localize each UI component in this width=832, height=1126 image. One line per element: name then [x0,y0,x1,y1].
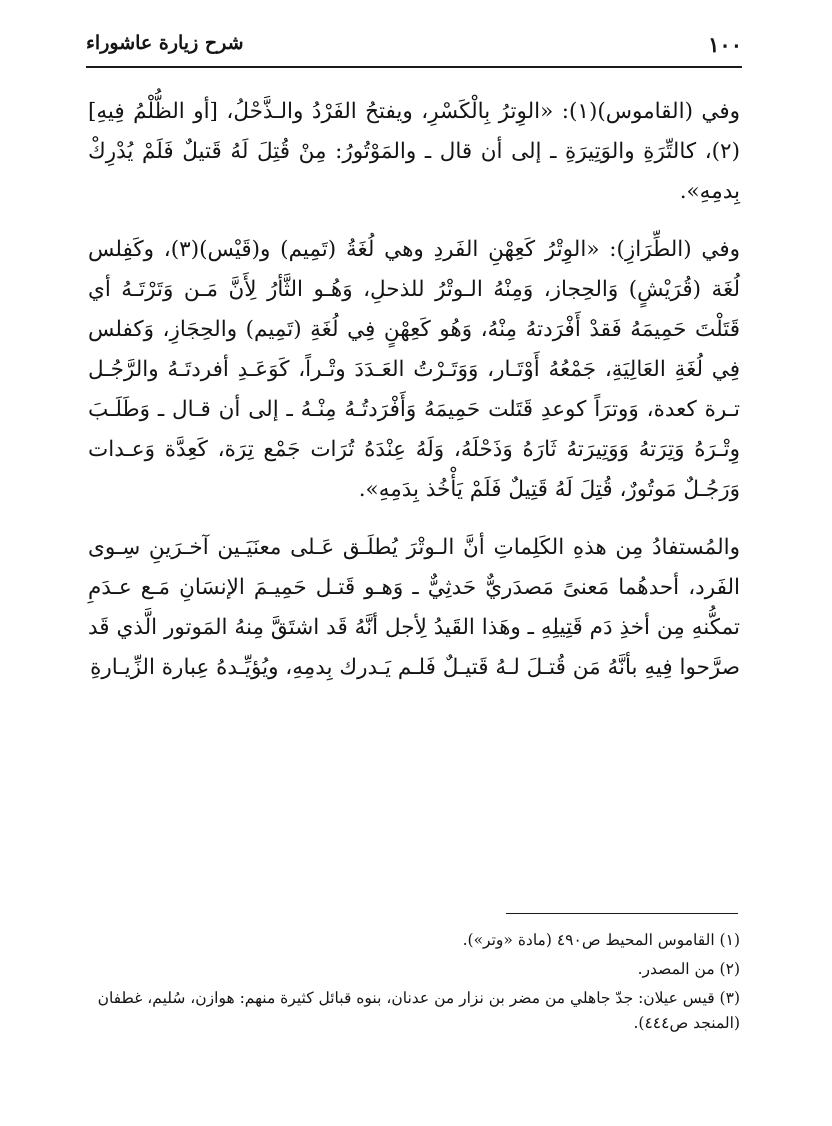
main-text [88,92,740,706]
footnote-2: (٢) من المصدر. [637,960,740,978]
footnote-3: (٣) قيس عيلان: جدّ جاهلي من مضر بن نزار من عدنان، بنوه قبائل كثيرة منهم: هوازن، سُليم، غطفان (المنجد ص٤٤٤). [97,989,740,1032]
page-header [86,30,742,64]
running-title: شرح زيارة عاشوراء [86,32,244,54]
page-number: ١٠٠ [708,32,742,57]
paragraph-qamus: وفي (القاموس)(١): «الوِترُ بِالْكَسْرِ، ويفتحُ الفَرْدُ والـذَّحْلُ، [أو الظُّلْمُ فِيهِ](٢)، كالتِّرَةِ والوَتِيرَةِ ـ إلى أن قال ـ والمَوْتُورُ: مِنْ قُتِلَ لَهُ قَتيلٌ فَلَمْ يُدْرِكْ بِدمِهِ». [88,99,740,204]
paragraph-conclusion: والمُستفادُ مِن هذهِ الكَلِماتِ أنَّ الـوتْرَ يُطلَـق عَـلى معنَيَـين آخـرَينِ سِـوى الفَرد، أحدهُما مَعنىً مَصدَريٌّ حَدثِيٌّ ـ وَهـو قَتـل حَمِيـمَ الإنسَانِ مَـع عـدَمِ تمكُّنهِ مِن أخذِ دَم قَتِيلِهِ ـ وهَذا القَيدُ لِأجل أنَّهُ قَد اشتَقَّ مِنهُ المَوتور الَّذي قَد صرَّحوا فِيهِ بأنَّهُ مَن قُتـلَ لـهُ قَتيـلٌ فَلـم يَـدرك بِدمِهِ، ويُؤيِّـدهُ عِبارة الزِّيـارةِ [88,535,740,680]
paragraph-tiraz: وفي (الطِّرَازِ): «الوِتْرُ كَعِهْنِ الفَردِ وهي لُغَةُ (تَمِيم) و(قَيْس)(٣)، وكَفِلس لُغَة (قُرَيْشٍ) وَالحِجاز، وَمِنْهُ الـوتْرُ للذحلِ، وَهُـو الثَّأرُ لِأَنَّ مَـن وَتَرْتَـهُ أي قَتَلْتَ حَمِيمَهُ فَقدْ أَفْرَدتهُ مِنْهُ، وَهُو كَعِهْنٍ فِي لُغَةِ (تَمِيم) والحِجَازِ، وَكفلس فِي لُغَةِ العَالِيَةِ، جَمْعُهُ أَوْتَـار، وَوَتَـرْتُ العَـدَدَ وتْـراً، كَوَعَـدِ أفردتَـهُ والرَّجُـل تـرة كعدة، وَوترَاً كوعدِ قَتَلت حَمِيمَهُ وَأَفْرَدتُـهُ مِنْـهُ ـ إلى أن قـال ـ وَطَلَـبَ وِتْـرَهُ وَتِرَتهُ وَوَتِيرَتهُ ثَارَهُ وَذَحْلَهُ، وَلَهُ عِنْدَهُ تُرَات جَمْع تِرَة، كَعِدَّة وَعـدات وَرَجُـلٌ مَوتُورٌ، قُتِلَ لَهُ قَتِيلٌ فَلَمْ يَأْخُذ بِدَمِهِ». [88,237,740,502]
footnotes [88,928,740,1040]
footnote-1: (١) القاموس المحيط ص٤٩٠ (مادة «وتر»). [462,931,740,949]
header-divider [86,66,742,68]
footnote-divider [506,913,738,914]
